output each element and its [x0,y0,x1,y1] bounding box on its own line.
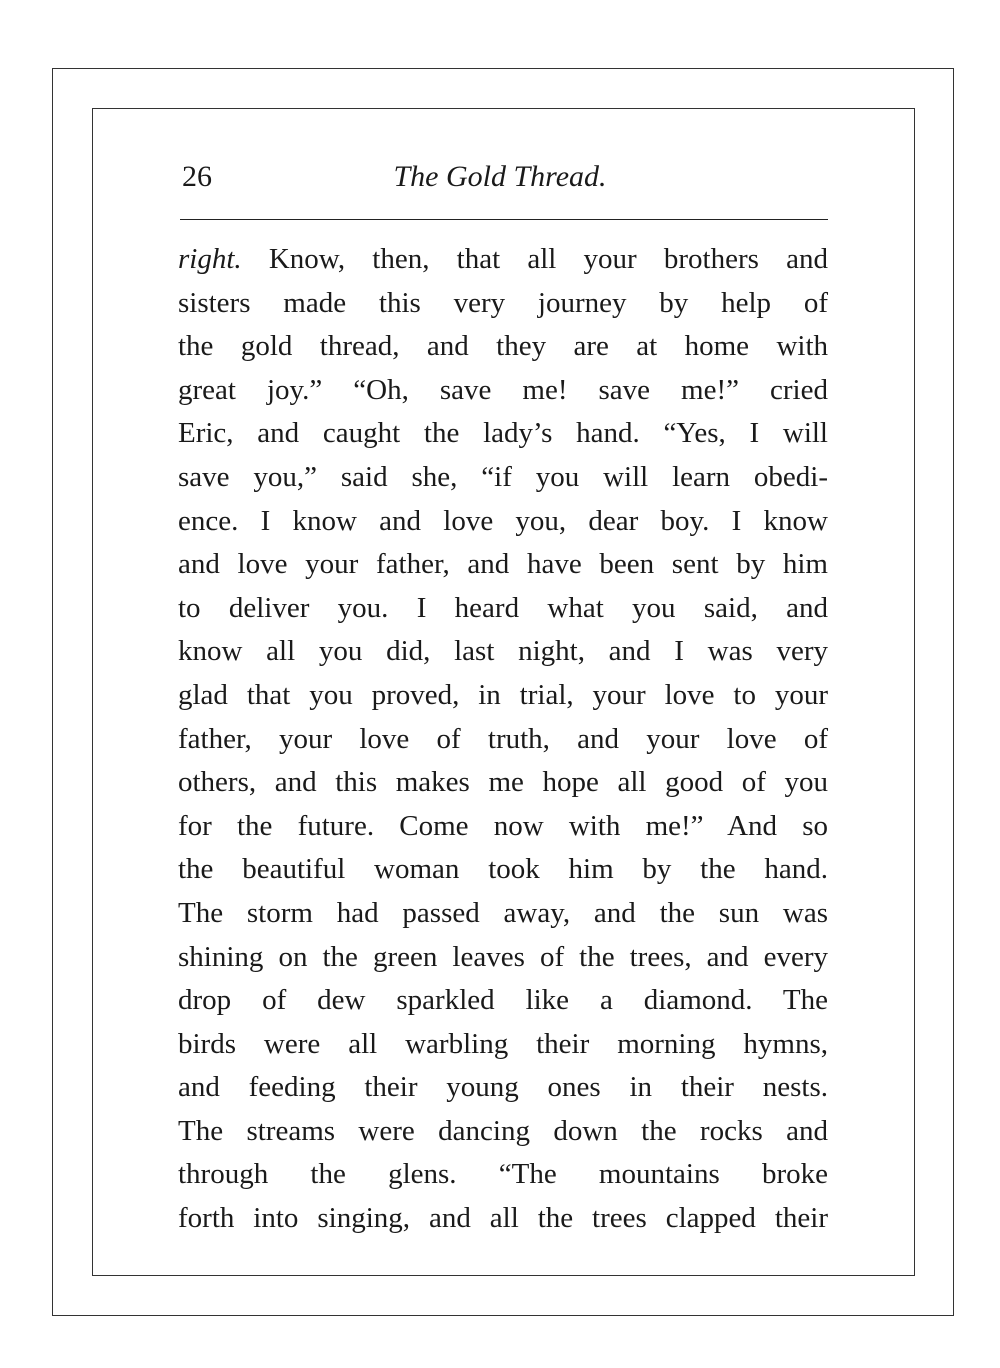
text-line: know all you did, last night, and I was very [178,635,828,668]
text-line: great joy.” “Oh, save me! save me!” cried [178,373,828,406]
text-line: and feeding their young ones in their nests. [178,1071,828,1104]
text-line: forth into singing, and all the trees clapped their [178,1202,828,1235]
text-line: right. Know, then, that all your brothers and [178,243,828,275]
text-line: for the future. Come now with me!” And so [178,809,828,842]
body-text [178,238,828,1241]
text-line: the gold thread, and they are at home with [178,330,828,363]
text-line: and love your father, and have been sent by him [178,548,828,581]
text-line: shining on the green leaves of the trees, and every [178,940,828,973]
text-line: birds were all warbling their morning hymns, [178,1027,828,1060]
italic-word: right. [178,243,242,275]
page-number: 26 [182,160,212,193]
running-title: The Gold Thread. [393,160,607,193]
text-line: save you,” said she, “if you will learn obedi- [178,460,828,493]
text-line: others, and this makes me hope all good of you [178,766,828,799]
text-line: Eric, and caught the lady’s hand. “Yes, I will [178,417,828,450]
text-line: sisters made this very journey by help of [178,286,828,319]
text-line: The storm had passed away, and the sun was [178,896,828,929]
header-rule [180,219,828,220]
text-line: father, your love of truth, and your love of [178,722,828,755]
text-line: The streams were dancing down the rocks and [178,1114,828,1147]
text-line: through the glens. “The mountains broke [178,1158,828,1191]
text-line: glad that you proved, in trial, your love to your [178,678,828,711]
text-line: to deliver you. I heard what you said, and [178,591,828,624]
text-line: drop of dew sparkled like a diamond. The [178,984,828,1017]
text-line: ence. I know and love you, dear boy. I know [178,504,828,537]
text-line: the beautiful woman took him by the hand. [178,853,828,886]
